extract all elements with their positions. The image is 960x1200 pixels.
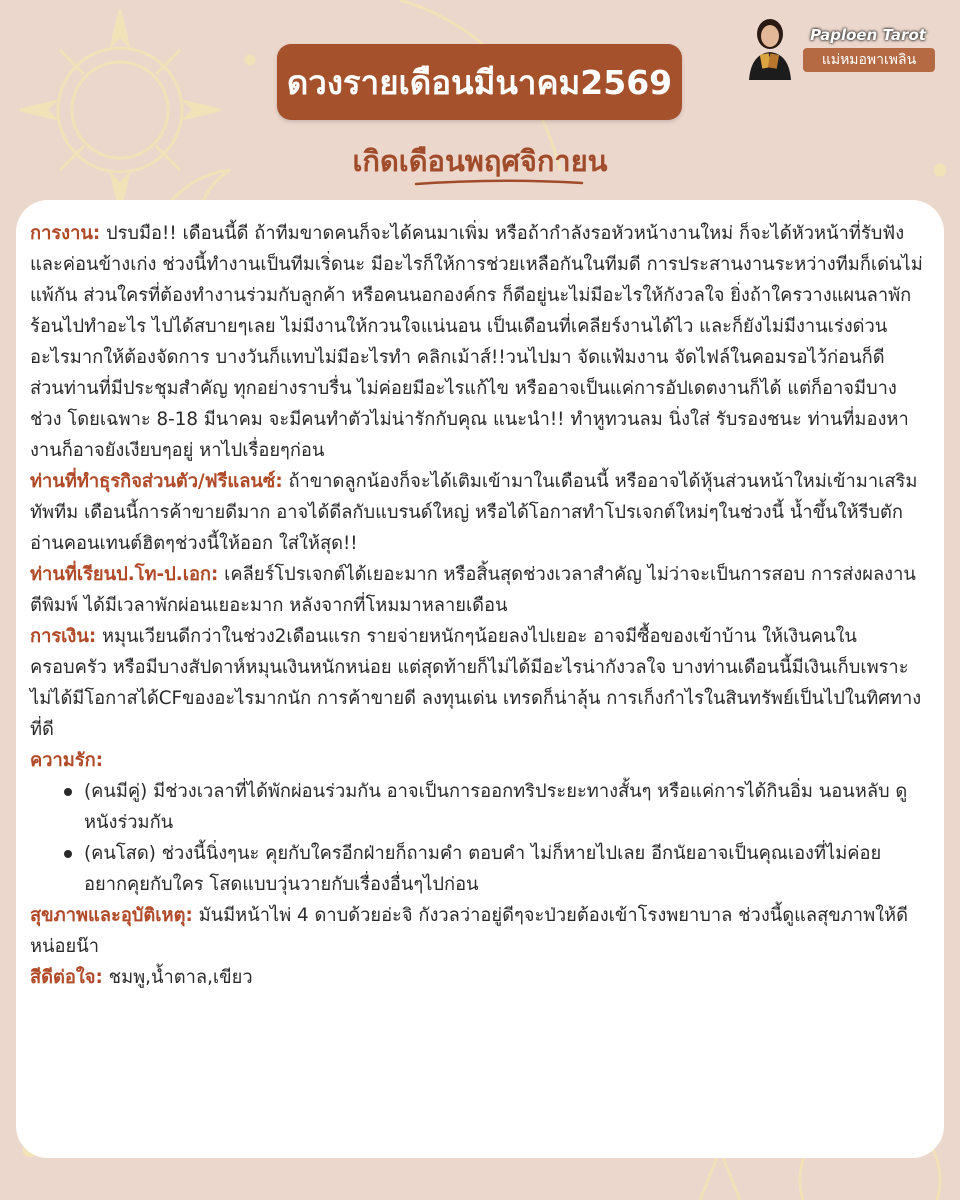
brand-subname: แม่หมอพาเพลิน xyxy=(803,48,935,72)
student-text: เคลียร์โปรเจกต์ได้เยอะมาก หรือสิ้นสุดช่วงเวลาสำคัญ ไม่ว่าจะเป็นการสอบ การส่งผลงานตีพิมพ์ ได้มีเวลาพักผ่อนเยอะมาก หลังจากที่โหมมาหลายเดือน xyxy=(30,564,916,616)
health-label: สุขภาพและอุบัติเหตุ: xyxy=(30,905,193,926)
page-subtitle: เกิดเดือนพฤศจิกายน xyxy=(352,144,608,178)
lucky-colors-section xyxy=(30,962,924,993)
money-text: หมุนเวียนดีกว่าในช่วง2เดือนแรก รายจ่ายหนักๆน้อยลงไปเยอะ อาจมีซื้อของเข้าบ้าน ให้เงินคนในครอบครัว หรือมีบางสัปดาห์หมุนเงินหนักหน่อย แต่สุดท้ายก็ไม่ได้มีอะไรน่ากังวลใจ บางท่านเดือนนี้มีเงินเก็บเพราะไม่ได้มีโอกาสได้CFของอะไรมากนัก การค้าขายดี ลงทุนเด่น เทรดก็น่าลุ้น การเก็งกำไรในสินทรัพย์เป็นไปในทิศทางที่ดี xyxy=(30,626,922,740)
work-text: ปรบมือ!! เดือนนี้ดี ถ้าทีมขาดคนก็จะได้คนมาเพิ่ม หรือถ้ากำลังรอหัวหน้างานใหม่ ก็จะได้หัวหน้าที่รับฟังและค่อนข้างเก่ง ช่วงนี้ทำงานเป็นทีมเริ่ดนะ มีอะไรก็ให้การช่วยเหลือกันในทีมดี การประสานงานระหว่างทีมก็เด่นไม่แพ้กัน ส่วนใครที่ต้องทำงานร่วมกับลูกค้า หรือคนนอกองค์กร ก็ดีอยู่นะไม่มีอะไรให้กังวลใจ ยิ่งถ้าใครวางแผนลาพักร้อนไปทำอะไร ไปได้สบายๆเลย ไม่มีงานให้กวนใจแน่นอน เป็นเดือนที่เคลียร์งานได้ไว และก็ยังไม่มีงานเร่งด่วนอะไรมากให้ต้องจัดการ บางวันก็แทบไม่มีอะไรทำ คลิกเม้าส์!!วนไปมา จัดแฟ้มงาน จัดไฟล์ในคอมรอไว้ก่อนก็ดี ส่วนท่านที่มีประชุมสำคัญ ทุกอย่างราบรื่น ไม่ค่อยมีอะไรแก้ไข หรืออาจเป็นแค่การอัปเดตงานก็ได้ แต่ก็อาจมีบางช่วง โดยเฉพาะ 8-18 มีนาคม จะมีคนทำตัวไม่น่ารักกับคุณ แนะนำ!! ทำหูทวนลม นิ่งใส่ รับรองชนะ ท่านที่มองหางานก็อาจยังเงียบๆอยู่ หาไปเรื่อยๆก่อน xyxy=(30,223,923,461)
business-section xyxy=(30,466,924,559)
student-label: ท่านที่เรียนป.โท-ป.เอก: xyxy=(30,564,219,585)
work-label: การงาน: xyxy=(30,223,101,244)
business-label: ท่านที่ทำธุรกิจส่วนตัว/ฟรีแลนซ์: xyxy=(30,471,283,492)
business-text: ถ้าขาดลูกน้องก็จะได้เติมเข้ามาในเดือนนี้ หรืออาจได้หุ้นส่วนหน้าใหม่เข้ามาเสริมทัพทีม เดือนนี้การค้าขายดีมาก อาจได้ดีลกับแบรนด์ใหญ่ หรือได้โอกาสทำโปรเจกต์ใหม่ๆในช่วงนี้ น้ำขึ้นให้รีบตัก อ่านคอนเทนต์ฮิตๆช่วงนี้ให้ออก ใส่ให้สุด!! xyxy=(30,471,918,554)
money-label: การเงิน: xyxy=(30,626,97,647)
brand-name: Paploen Tarot xyxy=(810,26,926,44)
page-title xyxy=(277,44,682,120)
subtitle-underline xyxy=(414,176,584,188)
avatar xyxy=(745,14,795,80)
lucky-colors-text: ชมพู,น้ำตาล,เขียว xyxy=(102,967,253,988)
list-item: (คนมีคู่) มีช่วงเวลาที่ได้พักผ่อนร่วมกัน อาจเป็นการออกทริประยะทางสั้นๆ หรือแค่การได้กินอิ่ม นอนหลับ ดูหนังร่วมกัน xyxy=(64,776,924,838)
work-section xyxy=(30,218,924,466)
love-list xyxy=(30,776,924,900)
health-section xyxy=(30,900,924,962)
money-section xyxy=(30,621,924,745)
love-label: ความรัก: xyxy=(30,750,104,771)
list-item: (คนโสด) ช่วงนี้นิ่งๆนะ คุยกับใครอีกฝ่ายก็ถามคำ ตอบคำ ไม่ก็หายไปเลย อีกนัยอาจเป็นคุณเองที่ไม่ค่อยอยากคุยกับใคร โสดแบบวุ่นวายกับเรื่องอื่นๆไปก่อน xyxy=(64,838,924,900)
horoscope-card xyxy=(16,200,944,1158)
student-section xyxy=(30,559,924,621)
health-text: มันมีหน้าไพ่ 4 ดาบด้วยอ่ะจิ กังวลว่าอยู่ดีๆจะป่วยต้องเข้าโรงพยาบาล ช่วงนี้ดูแลสุขภาพให้ดีหน่อยน๊า xyxy=(30,905,908,957)
lucky-colors-label: สีดีต่อใจ: xyxy=(30,967,103,988)
brand-badge xyxy=(745,14,950,84)
love-section xyxy=(30,745,924,776)
page-title-text: ดวงรายเดือนมีนาคม2569 xyxy=(286,62,673,102)
